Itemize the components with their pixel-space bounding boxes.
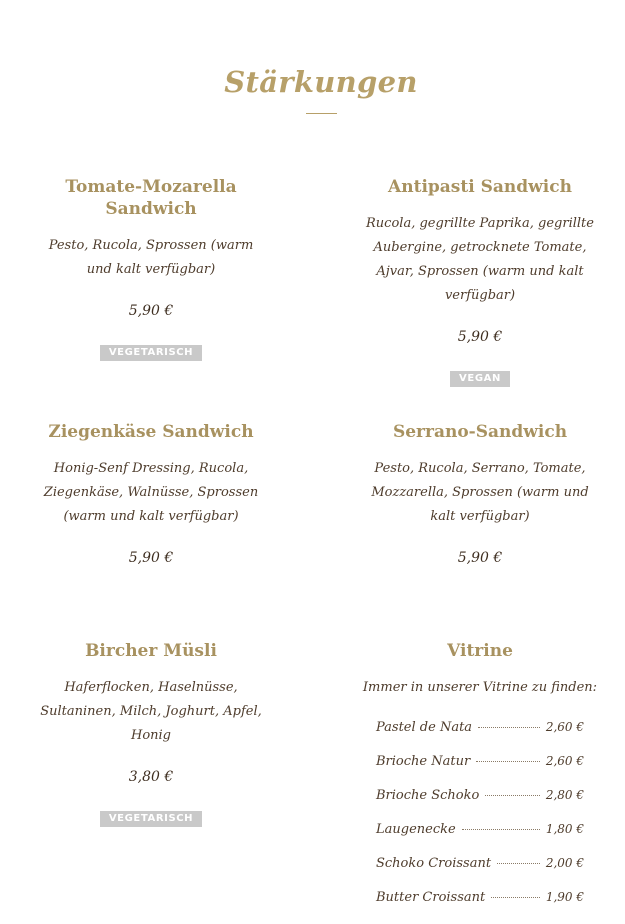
vitrine-item-price: 2,00 € <box>545 856 584 870</box>
vitrine-item-name: Schoko Croissant <box>376 856 492 871</box>
title-divider <box>306 113 337 114</box>
vitrine-item-price: 2,60 € <box>545 754 584 768</box>
item-price: 5,90 € <box>457 329 503 345</box>
menu-item-ziegenkaese <box>36 421 266 568</box>
vitrine-item-price: 1,90 € <box>545 890 584 904</box>
vitrine-item-name: Butter Croissant <box>376 890 486 905</box>
vitrine-item-price: 2,80 € <box>545 788 584 802</box>
menu-item-serrano <box>358 421 602 568</box>
dot-leader <box>476 761 540 762</box>
vegetarisch-badge: VEGETARISCH <box>100 811 202 827</box>
list-item <box>376 856 584 890</box>
vitrine-title: Vitrine <box>447 641 513 661</box>
item-price: 3,80 € <box>128 769 174 785</box>
vitrine-item-name: Pastel de Nata <box>376 720 473 735</box>
item-title: Serrano-Sandwich <box>392 422 568 442</box>
dot-leader <box>485 795 540 796</box>
vitrine-item-name: Brioche Natur <box>376 754 471 769</box>
vitrine-item-price: 1,80 € <box>545 822 584 836</box>
vegan-badge: VEGAN <box>450 371 510 387</box>
list-item <box>376 788 584 822</box>
dot-leader <box>497 863 540 864</box>
dot-leader <box>491 897 540 898</box>
list-item <box>376 720 584 754</box>
vitrine-item-name: Laugenecke <box>376 822 456 837</box>
vegetarisch-badge: VEGETARISCH <box>100 345 202 361</box>
list-item <box>376 822 584 856</box>
vitrine-item-name: Brioche Schoko <box>376 788 480 803</box>
item-title: Antipasti Sandwich <box>388 177 572 197</box>
item-description: Pesto, Rucola, Serrano, Tomate, Mozzarella, Sprossen (warm und kalt verfügbar) <box>371 461 589 524</box>
menu-item-tomate-mozarella <box>40 176 262 361</box>
item-title: Ziegenkäse Sandwich <box>48 422 254 442</box>
item-description: Rucola, gegrillte Paprika, gegrillte Aubergine, getrocknete Tomate, Ajvar, Sprossen (warm und kalt verfügbar) <box>366 216 594 303</box>
item-price: 5,90 € <box>128 550 174 566</box>
vitrine-subtitle: Immer in unserer Vitrine zu finden: <box>362 680 598 695</box>
item-title: Bircher Müsli <box>85 641 217 661</box>
vitrine-list <box>376 720 584 924</box>
item-price: 5,90 € <box>128 303 174 319</box>
item-description: Haferflocken, Haselnüsse, Sultaninen, Milch, Joghurt, Apfel, Honig <box>40 680 262 743</box>
dot-leader <box>462 829 540 830</box>
item-title: Tomate-Mozarella Sandwich <box>65 177 237 219</box>
item-price: 5,90 € <box>457 550 503 566</box>
list-item <box>376 890 584 924</box>
dot-leader <box>478 727 540 728</box>
item-description: Pesto, Rucola, Sprossen (warm und kalt verfügbar) <box>48 238 254 277</box>
page-title: Stärkungen <box>224 65 418 100</box>
vitrine-item-price: 2,60 € <box>545 720 584 734</box>
list-item <box>376 754 584 788</box>
menu-item-antipasti <box>360 176 600 387</box>
menu-item-bircher-muesli <box>40 640 262 827</box>
vitrine-section <box>360 640 600 700</box>
item-description: Honig-Senf Dressing, Rucola, Ziegenkäse, Walnüsse, Sprossen (warm und kalt verfügbar) <box>43 461 259 524</box>
